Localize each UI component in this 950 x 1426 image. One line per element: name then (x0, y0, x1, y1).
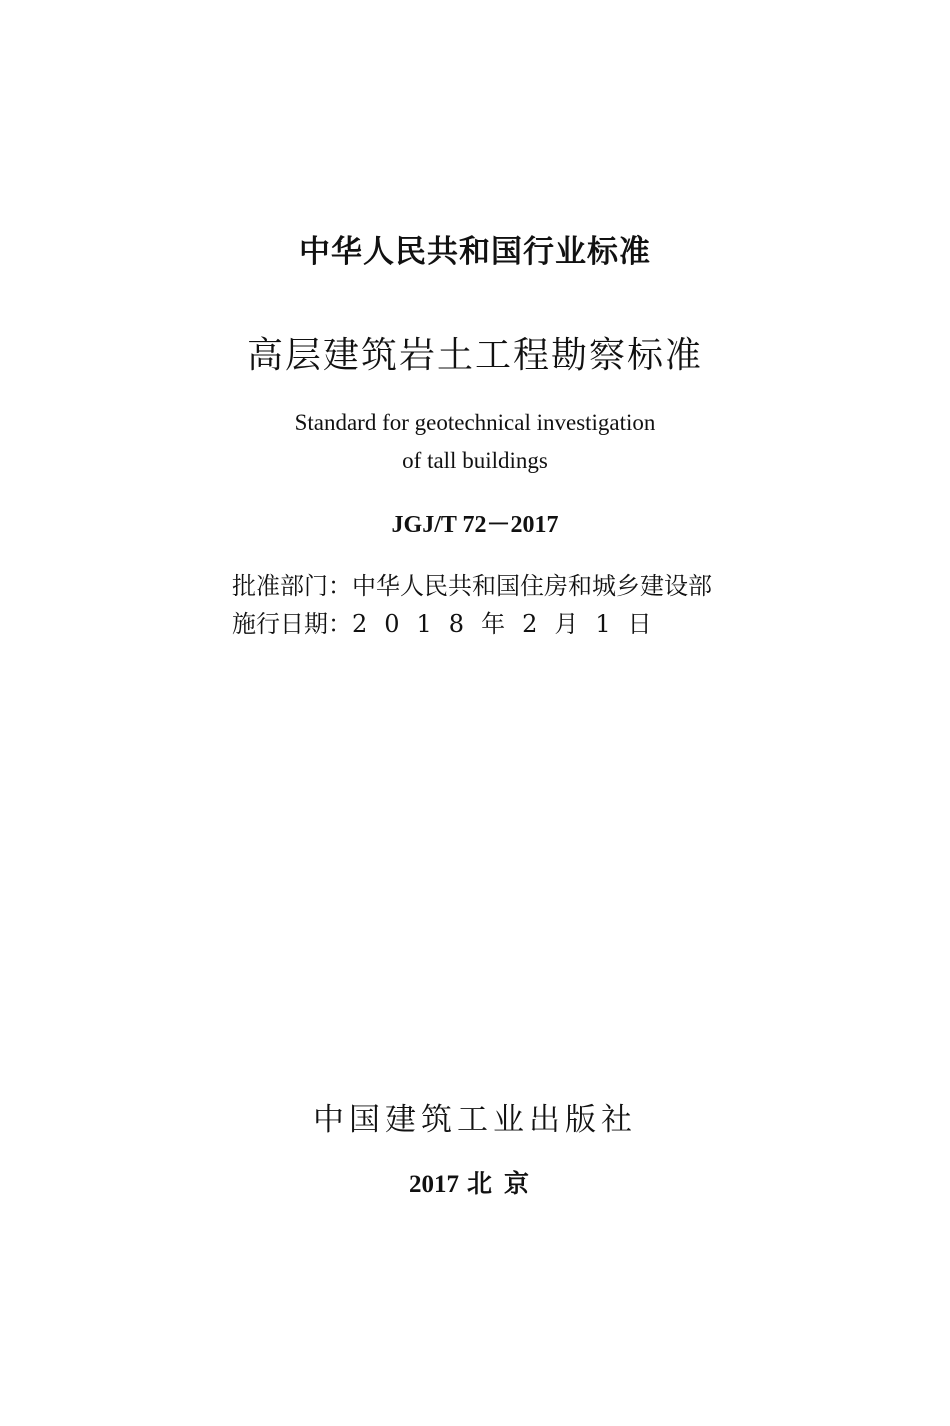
standard-code: JGJ/T 72－2017 (391, 512, 559, 538)
approval-label: 批准部门： (232, 572, 352, 600)
series-title: 中华人民共和国行业标准 (299, 234, 651, 270)
effective-date-label: 施行日期： (232, 610, 352, 638)
approval-authority (232, 570, 712, 602)
publication-place (0, 1168, 950, 1201)
standard-title-english-line-2: of tall buildings (402, 448, 548, 473)
effective-date (232, 608, 669, 640)
publication-city: 北京 (466, 1169, 541, 1198)
effective-date-value: 2018年2月1日 (352, 610, 669, 638)
standard-title-chinese: 高层建筑岩土工程勘察标准 (246, 335, 703, 376)
publication-year: 2017 (408, 1171, 459, 1198)
publisher-name: 中国建筑工业出版社 (313, 1102, 637, 1138)
approval-value: 中华人民共和国住房和城乡建设部 (352, 572, 712, 600)
standard-title-english-line-1: Standard for geotechnical investigation (294, 410, 656, 435)
